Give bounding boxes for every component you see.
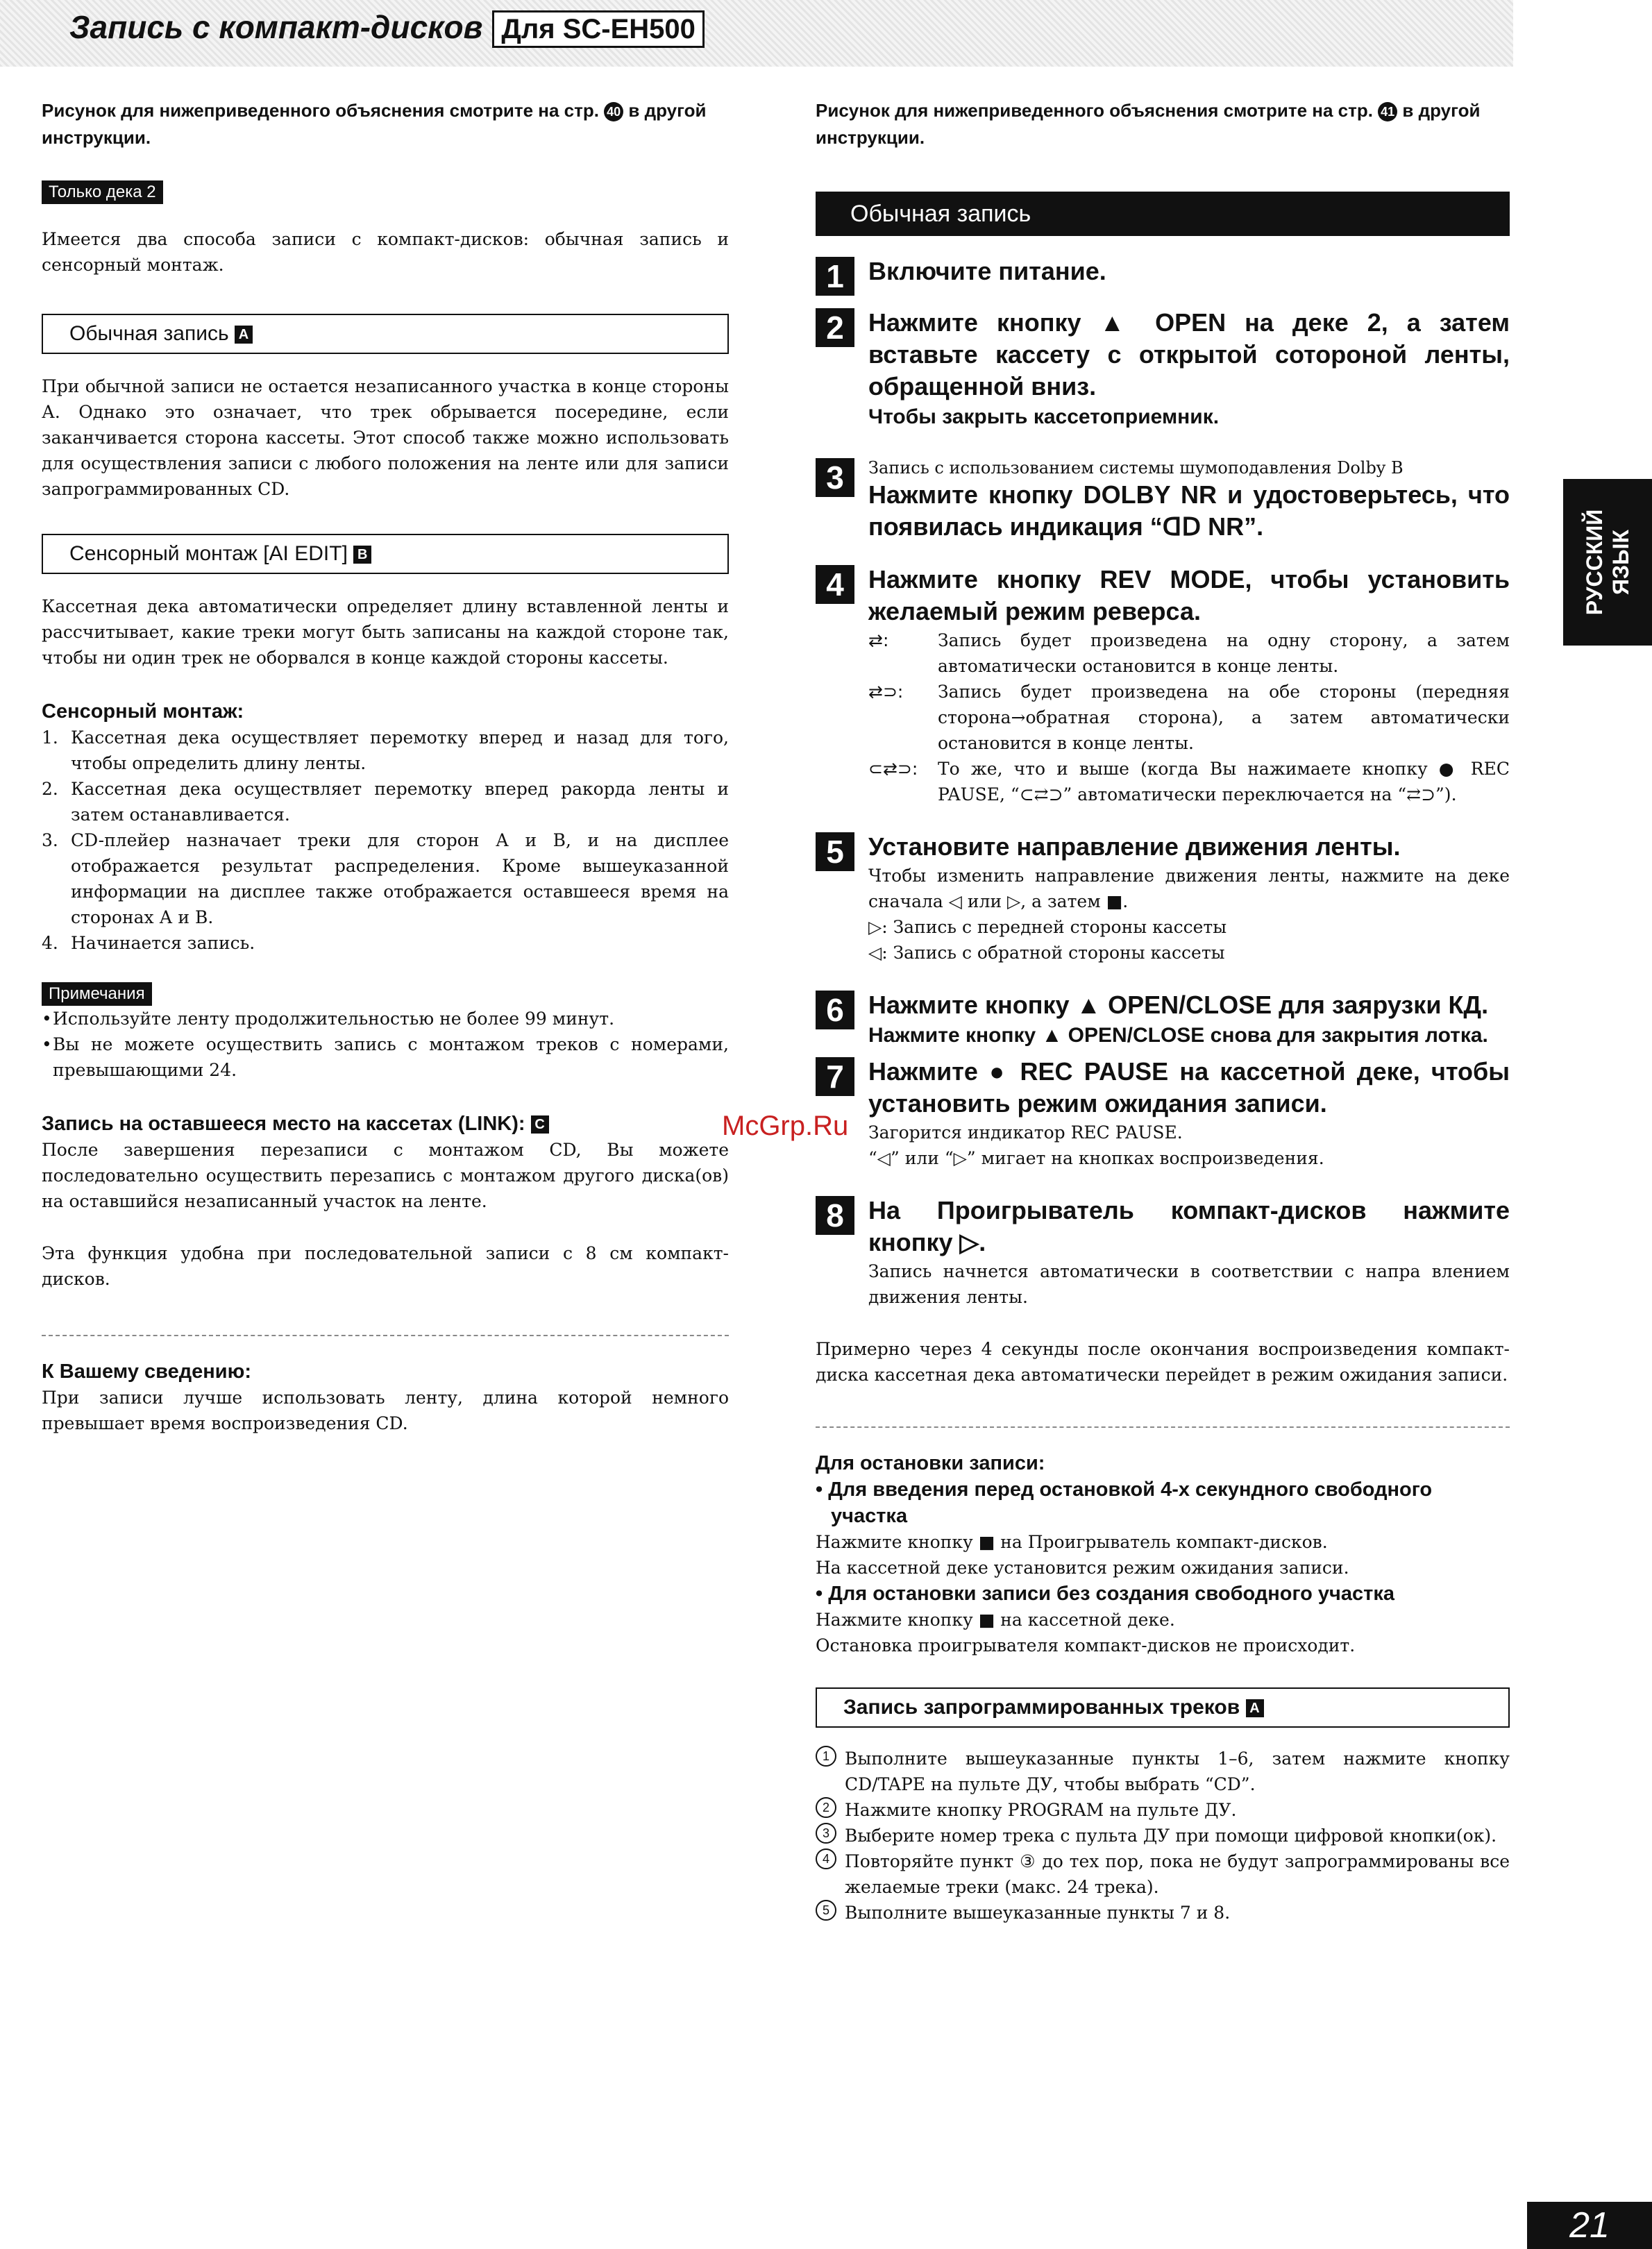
left-column — [42, 97, 729, 1436]
step-number: 6 — [816, 991, 854, 1029]
ai-edit-heading — [42, 534, 729, 574]
stop-option-1-line-1: Нажмите кнопку ■ на Проигрыватель компакт-дисков. — [816, 1532, 1328, 1552]
normal-rec-text: При обычной записи не остается незаписанного участка в конце стороны А. Однако это означает, что трек обрывается посередине, если заканчивается сторона кассеты. Этот способ также можно использовать для осуществления записи с любого положения на ленте или для записи запрограммированных CD. — [42, 376, 729, 499]
stop-option-2-line-1: Нажмите кнопку ■ на кассетной деке. — [816, 1610, 1175, 1630]
step-number: 1 — [816, 257, 854, 296]
programmed-heading-text: Запись запрограммированных треков — [843, 1696, 1240, 1719]
page-title-text: Запись с компакт-дисков — [69, 9, 483, 45]
step-subtitle: Нажмите кнопку ▲ OPEN/CLOSE снова для закрытия лотка. — [868, 1024, 1488, 1047]
step-number: 7 — [816, 1057, 854, 1096]
left-ref-page: 40 — [604, 102, 623, 121]
left-ref-text: Рисунок для нижеприведенного объяснения смотрите на стр. — [42, 100, 599, 121]
list-item: 3. CD-плейер назначает треки для сторон А и В, и на дисплее отображается результат распределения. Кроме вышеуказанной информации на дисплее также отображается оставшееся время на сторонах А и В. — [42, 830, 729, 927]
section-bar-normal-rec: Обычная запись — [816, 192, 1510, 236]
programmed-heading — [816, 1687, 1510, 1728]
link-heading-text: Запись на оставшееся место на кассетах (LINK): — [42, 1113, 525, 1135]
rev-mode-one-side-icon: ⇄: — [868, 630, 889, 650]
right-ref-text-2: в другой инструкции. — [816, 100, 1481, 148]
list-item: 2 Нажмите кнопку PROGRAM на пульте ДУ. — [816, 1797, 1510, 1823]
step-title: Нажмите ● REC PAUSE на кассетной деке, чтобы установить режим ожидания записи. — [868, 1057, 1510, 1118]
step-number: 3 — [816, 458, 854, 497]
right-ref-text: Рисунок для нижеприведенного объяснения смотрите на стр. — [816, 100, 1373, 121]
model-badge: Для SC-EH500 — [492, 10, 705, 48]
notes-list — [42, 1006, 729, 1083]
letter-c-badge: C — [531, 1115, 549, 1134]
step-fwd: ▷: Запись с передней стороны кассеты — [868, 917, 1227, 937]
link-heading — [42, 1111, 729, 1137]
rev-mode-continuous-icon: ⊂⇄⊃: — [868, 759, 918, 779]
step-title: Включите питание. — [868, 257, 1106, 285]
sensor-heading: Сенсорный монтаж: — [42, 700, 244, 723]
step-4 — [816, 564, 1510, 807]
step-rev: ◁: Запись с обратной стороны кассеты — [868, 943, 1225, 963]
step-8 — [816, 1195, 1510, 1310]
step-5 — [816, 831, 1510, 966]
language-tab-text: РУССКИЙ ЯЗЫК — [1582, 509, 1633, 616]
rev-mode-both-sides: ⇄⊃: Запись будет произведена на обе стороны (передняя сторона→обратная сторона), а затем автоматически остановится в конце ленты. — [868, 679, 1510, 756]
ai-edit-text: Кассетная дека автоматически определяет длину вставленной ленты и рассчитывает, какие треки могут быть записаны на каждой стороне так, чтобы ни один трек не оборвался в конце каждой стороны кассеты. — [42, 596, 729, 668]
programmed-list — [816, 1746, 1510, 1926]
list-item: 3 Выберите номер трека с пульта ДУ при помощи цифровой кнопки(ок). — [816, 1823, 1510, 1848]
step-2 — [816, 307, 1510, 432]
watermark: McGrp.Ru — [722, 1111, 849, 1141]
list-item: • Вы не можете осуществить запись с монтажом треков с номерами, превышающими 24. — [42, 1031, 729, 1083]
step-1 — [816, 255, 1510, 294]
divider — [816, 1426, 1510, 1428]
right-ref-note — [816, 97, 1510, 151]
step-title: Нажмите кнопку REV MODE, чтобы установить желаемый режим реверса. — [868, 565, 1510, 625]
normal-rec-heading — [42, 314, 729, 354]
divider — [42, 1335, 729, 1336]
ai-edit-heading-text: Сенсорный монтаж [AI EDIT] — [69, 542, 348, 565]
step-title: На Проигрыватель компакт-дисков нажмите кнопку ▷. — [868, 1196, 1510, 1256]
language-tab — [1563, 479, 1652, 646]
stop-option-2: • Для остановки записи без создания свободного участка — [816, 1583, 1394, 1605]
step-title: Нажмите кнопку ▲ OPEN на деке 2, а затем вставьте кассету с открытой сотороной ленты, обращенной вниз. — [868, 308, 1510, 401]
list-item: 5 Выполните вышеуказанные пункты 7 и 8. — [816, 1900, 1510, 1926]
list-item: 2. Кассетная дека осуществляет перемотку вперед ракорда ленты и затем останавливается. — [42, 779, 729, 825]
stop-option-1: • Для введения перед остановкой 4-х секундного свободного участка — [816, 1479, 1433, 1527]
intro-text: Имеется два способа записи с компакт-дисков: обычная запись и сенсорный монтаж. — [42, 229, 729, 275]
page-title — [69, 8, 705, 48]
rev-mode-both-sides-icon: ⇄⊃: — [868, 682, 904, 702]
stop-option-2-line-2: Остановка проигрывателя компакт-дисков не происходит. — [816, 1635, 1356, 1656]
right-column — [816, 97, 1510, 1926]
notes-tag: Примечания — [42, 982, 152, 1006]
step-pretext: Запись с использованием системы шумоподавления Dolby B — [868, 458, 1404, 478]
right-ref-page: 41 — [1378, 102, 1397, 121]
list-item: • Используйте ленту продолжительностью не более 99 минут. — [42, 1006, 729, 1031]
deck-tag: Только дека 2 — [42, 180, 163, 204]
step-title: Установите направление движения ленты. — [868, 832, 1401, 861]
left-ref-text-2: в другой инструкции. — [42, 100, 707, 148]
step-text: Загорится индикатор REC PAUSE. — [868, 1122, 1183, 1143]
step-7 — [816, 1056, 1510, 1171]
info-text: При записи лучше использовать ленту, длина которой немного превышает время воспроизведения CD. — [42, 1388, 729, 1433]
list-item: 4 Повторяйте пункт ③ до тех пор, пока не будут запрограммированы все желаемые треки (макс. 24 трека). — [816, 1848, 1510, 1900]
letter-a-badge: A — [1246, 1699, 1264, 1717]
letter-b-badge: B — [353, 546, 371, 564]
step-text: Запись начнется автоматически в соответствии с напра влением движения ленты. — [868, 1261, 1510, 1307]
stop-heading: Для остановки записи: — [816, 1452, 1045, 1474]
step-number: 2 — [816, 308, 854, 347]
link-text-2: Эта функция удобна при последовательной записи с 8 см компакт-дисков. — [42, 1243, 729, 1289]
rev-mode-continuous: ⊂⇄⊃: То же, что и выше (когда Вы нажимаете кнопку ● REC PAUSE, “⊂⇄⊃” автоматически переключается на “⇄⊃”). — [868, 756, 1510, 807]
normal-rec-heading-text: Обычная запись — [69, 322, 229, 345]
step-number: 5 — [816, 832, 854, 871]
page-number: 21 — [1527, 2202, 1652, 2249]
after-text: Примерно через 4 секунды после окончания воспроизведения компакт-диска кассетная дека автоматически перейдет в режим ожидания записи. — [816, 1339, 1510, 1385]
sensor-list — [42, 725, 729, 956]
step-title: Нажмите кнопку ▲ OPEN/CLOSE для заярузки КД. — [868, 991, 1489, 1019]
link-text: После завершения перезаписи с монтажом CD, Вы можете последовательно осуществить перезапись с монтажом другого диска(ов) на оставшийся незаписанный участок на ленте. — [42, 1140, 729, 1211]
step-text: Чтобы изменить направление движения ленты, нажмите на деке сначала ◁ или ▷, а затем ■. — [868, 866, 1510, 911]
step-6 — [816, 989, 1510, 1050]
step-number: 8 — [816, 1196, 854, 1235]
rev-mode-one-side: ⇄: Запись будет произведена на одну сторону, а затем автоматически остановится в конце ленты. — [868, 627, 1510, 679]
step-subtitle: Чтобы закрыть кассетоприемник. — [868, 405, 1220, 428]
step-text-2: “◁” или “▷” мигает на кнопках воспроизведения. — [868, 1148, 1324, 1168]
list-item: 1 Выполните вышеуказанные пункты 1–6, затем нажмите кнопку CD/TAPE на пульте ДУ, чтобы выбрать “CD”. — [816, 1746, 1510, 1797]
list-item: 4. Начинается запись. — [42, 933, 255, 953]
list-item: 1. Кассетная дека осуществляет перемотку вперед и назад для того, чтобы определить длину ленты. — [42, 727, 729, 773]
left-ref-note — [42, 97, 729, 151]
stop-option-1-line-2: На кассетной деке установится режим ожидания записи. — [816, 1558, 1349, 1578]
info-heading: К Вашему сведению: — [42, 1361, 252, 1383]
letter-a-badge: A — [235, 326, 253, 344]
step-title: Нажмите кнопку DOLBY NR и удостоверьтесь, что появилась индикация “ᗡᗞ NR”. — [868, 480, 1510, 541]
step-number: 4 — [816, 565, 854, 604]
step-3 — [816, 457, 1510, 543]
